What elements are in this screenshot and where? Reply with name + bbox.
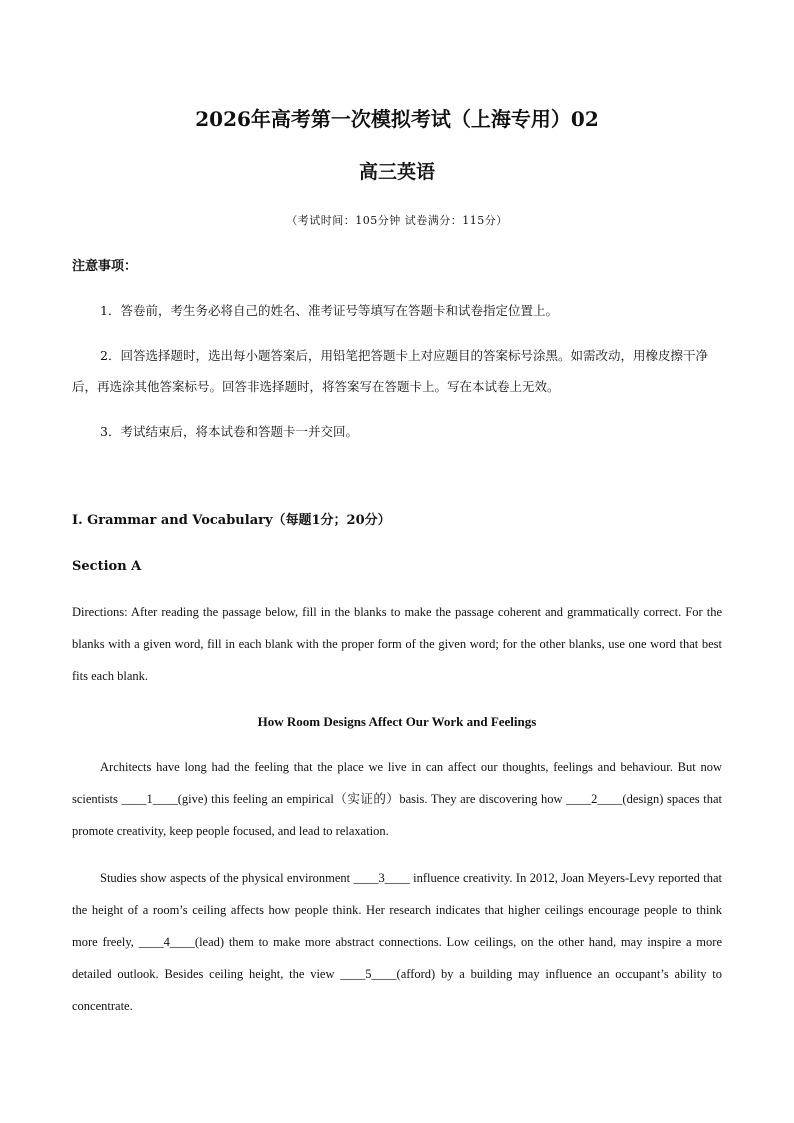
exam-title: 2026年高考第一次模拟考试（上海专用）02 [195,107,599,131]
passage-paragraph-2: Studies show aspects of the physical environment ____3____ influence creativity. In 2012, Joan Meyers-Levy reported that the height of a room’s ceiling affects how people think. Her research indicates that higher ceilings encourage people to think more freely, ____4____(lead) them to make more abstract connections. Low ceilings, on the other hand, may inspire a more detailed outlook. Besides ceiling height, the view ____5____(afford) by a building may influence an occupant’s ability to concentrate. [72,871,722,1013]
exam-info: （考试时间：105分钟 试卷满分：115分） [286,214,508,227]
notice-item-2: 2．回答选择题时，选出每小题答案后，用铅笔把答题卡上对应题目的答案标号涂黑。如需改动，用橡皮擦干净后，再选涂其他答案标号。回答非选择题时，将答案写在答题卡上。写在本试卷上无效。 [72,348,708,394]
passage-paragraph-1: Architects have long had the feeling that the place we live in can affect our thoughts, feelings and behaviour. But now scientists ____1____(give) this feeling an empirical（实证的）basis. They are discovering how ____2____(design) spaces that promote creativity, keep people focused, and lead to relaxation. [72,760,722,838]
part-heading: I. Grammar and Vocabulary（每题1分；20分） [72,513,391,528]
section-heading: Section A [72,559,142,574]
notice-heading: 注意事项： [72,259,138,274]
directions-text: Directions: After reading the passage below, fill in the blanks to make the passage coherent and grammatically correct. For the blanks with a given word, fill in each blank with the proper form of the given word; for the other blanks, use one word that best fits each blank. [72,605,722,683]
notice-item-1: 1．答卷前，考生务必将自己的姓名、准考证号等填写在答题卡和试卷指定位置上。 [100,303,558,318]
passage-title: How Room Designs Affect Our Work and Feelings [257,714,537,729]
exam-subject: 高三英语 [358,161,435,183]
notice-item-3: 3．考试结束后，将本试卷和答题卡一并交回。 [100,424,358,439]
